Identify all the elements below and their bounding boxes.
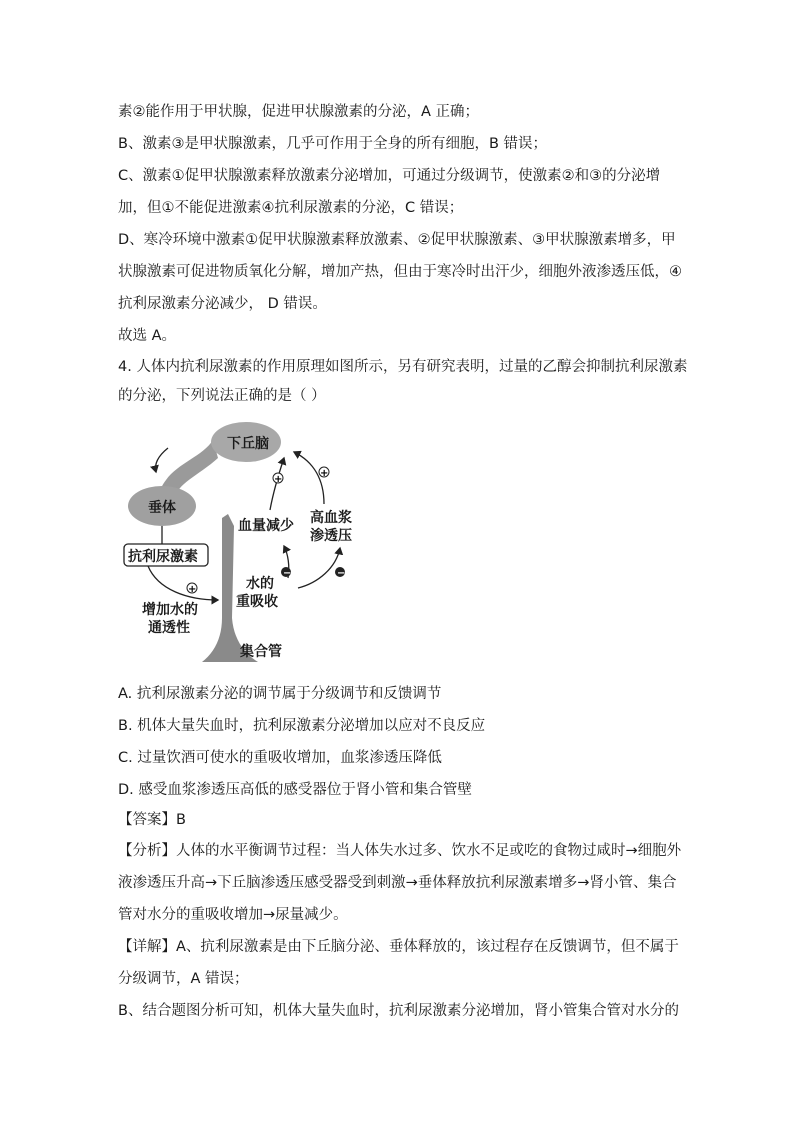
pituitary-label: 垂体 xyxy=(148,500,176,516)
detail-line: 【详解】A、抗利尿激素是由下丘脑分泌、垂体释放的，该过程存在反馈调节，但不属于 xyxy=(118,939,679,955)
question-text: 4. 人体内抗利尿激素的作用原理如图所示，另有研究表明，过量的乙醇会抑制抗利尿激素 xyxy=(118,359,688,375)
osmotic-pressure-label: 高血浆 xyxy=(310,510,352,526)
text-line: 加，但①不能促进激素④抗利尿激素的分泌，C 错误； xyxy=(118,200,464,216)
analysis-line: 液渗透压升高→下丘脑渗透压感受器受到刺激→垂体释放抗利尿激素增多→肾小管、集合 xyxy=(118,875,677,891)
plus-sign: + xyxy=(320,468,329,479)
text-line: D、寒冷环境中激素①促甲状腺激素释放激素、②促甲状腺激素、③甲状腺激素增多，甲 xyxy=(118,232,676,248)
plus-sign: + xyxy=(274,474,283,485)
option-b: B. 机体大量失血时，抗利尿激素分泌增加以应对不良反应 xyxy=(118,718,486,734)
option-d: D. 感受血浆渗透压高低的感受器位于肾小管和集合管壁 xyxy=(118,782,472,798)
text-line: C、激素①促甲状腺激素释放激素分泌增加，可通过分级调节，使激素②和③的分泌增 xyxy=(118,168,661,184)
text-line: 故选 A。 xyxy=(118,328,177,344)
reabsorption-label: 水的 xyxy=(246,576,274,592)
adh-label: 抗利尿激素 xyxy=(128,549,198,565)
analysis-line: 管对水分的重吸收增加→尿量减少。 xyxy=(118,907,348,923)
hypothalamus-label: 下丘脑 xyxy=(227,436,269,452)
text-line: B、激素③是甲状腺激素，几乎可作用于全身的所有细胞，B 错误； xyxy=(118,136,548,152)
reabsorption-label: 重吸收 xyxy=(236,594,278,610)
blood-volume-label: 血量减少 xyxy=(238,518,294,534)
adh-diagram xyxy=(118,418,378,668)
question-text: 的分泌，下列说法正确的是（ ） xyxy=(118,388,326,404)
answer-text: 【答案】B xyxy=(118,812,186,828)
permeability-label: 增加水的 xyxy=(142,602,198,618)
collecting-duct-label: 集合管 xyxy=(240,644,282,660)
osmotic-pressure-label: 渗透压 xyxy=(310,528,352,544)
detail-line: B、结合题图分析可知，机体大量失血时，抗利尿激素分泌增加，肾小管集合管对水分的 xyxy=(118,1003,679,1019)
option-c: C. 过量饮酒可使水的重吸收增加，血浆渗透压降低 xyxy=(118,750,442,766)
detail-line: 分级调节，A 错误； xyxy=(118,971,249,987)
minus-sign: − xyxy=(337,568,346,579)
text-line: 抗利尿激素分泌减少， D 错误。 xyxy=(118,296,327,312)
text-line: 状腺激素可促进物质氧化分解，增加产热，但由于寒冷时出汗少，细胞外液渗透压低，④ xyxy=(118,264,682,280)
text-line: 素②能作用于甲状腺，促进甲状腺激素的分泌，A 正确； xyxy=(118,104,480,120)
permeability-label: 通透性 xyxy=(148,620,190,636)
option-a: A. 抗利尿激素分泌的调节属于分级调节和反馈调节 xyxy=(118,686,442,702)
analysis-line: 【分析】人体的水平衡调节过程：当人体失水过多、饮水不足或吃的食物过咸时→细胞外 xyxy=(118,843,682,859)
plus-sign: + xyxy=(188,584,197,595)
minus-sign: − xyxy=(283,568,292,579)
